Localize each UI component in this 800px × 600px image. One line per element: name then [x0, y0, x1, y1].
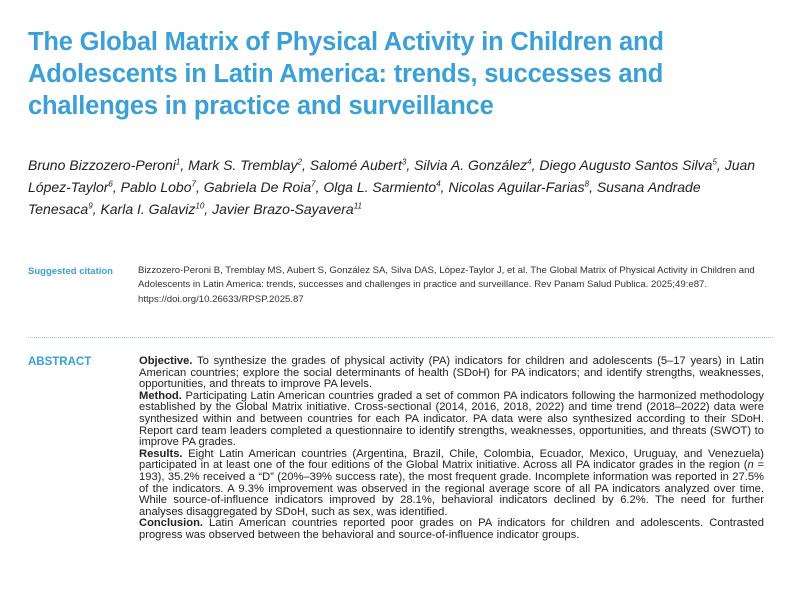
author-name: Javier Brazo-Sayavera [212, 201, 354, 217]
author-name: Susana Andrade Tenesaca [28, 179, 701, 217]
author-affiliation: 4 [436, 179, 441, 189]
author [212, 201, 362, 217]
author-name: Salomé Aubert [309, 157, 402, 173]
author-affiliation: 1 [175, 157, 181, 167]
author-name: Mark S. Tremblay [188, 157, 298, 173]
results-heading: Results. [139, 447, 183, 460]
results-sample-symbol: n [747, 459, 754, 472]
author-affiliation: 8 [584, 179, 590, 189]
author-affiliation: 5 [712, 157, 717, 167]
author-affiliation: 10 [195, 201, 205, 211]
conclusion-heading: Conclusion. [139, 517, 204, 530]
author-name: Olga L. Sarmiento [323, 179, 437, 195]
author-affiliation: 2 [297, 157, 302, 167]
author-affiliation: 7 [191, 179, 196, 189]
article-title: The Global Matrix of Physical Activity in Children and Adolescents in Latin America: trends, successes and challenges in practice and surveillance [28, 28, 664, 120]
author [539, 157, 716, 173]
results-text-after: = 193), 35.2% received a “D” (20%–39% success rate), the most frequent grade. Incomplete information was reported in 27.5% of the indicators. A 9.3% improvement was observed in the regional average score of all PA indicators analyzed over time. While source-of-influence indicators improved by 28.1%, behavioral indicators declined by 6.2%. The need for further analyses disaggregated by SDoH, such as sex, was identified. [139, 459, 764, 518]
author-name: Pablo Lobo [120, 179, 192, 195]
method-text: Participating Latin American countries graded a set of common PA indicators following the harmonized methodology established by the Global Matrix initiative. Cross-sectional (2014, 2016, 2018, 2022) and time trend (2018–2022) data were synthesized within and between countries for each PA indicator. PA data were also synthesized according to their SDoH. Report card team leaders completed a questionnaire to identify strengths, weaknesses, opportunities, and threats (SWOT) to improve PA grades. [139, 389, 764, 449]
citation-text: Bizzozero-Peroni B, Tremblay MS, Aubert S, González SA, Silva DAS, López-Taylor J, et al. The Global Matrix of Physical Activity in Children and Adolescents in Latin America: trends, successes and challenges in practice and surveillance. Rev Panam Salud Publica. 2025;49:e87. https://doi.org/10.26633/RPSP.2025.87 [138, 265, 755, 305]
author-name: Karla I. Galaviz [100, 201, 196, 217]
author-affiliation: 7 [311, 179, 316, 189]
author-name: Diego Augusto Santos Silva [539, 157, 713, 173]
author-affiliation: 11 [353, 201, 362, 211]
abstract-conclusion [139, 518, 764, 541]
author [414, 157, 532, 173]
method-heading: Method. [139, 389, 182, 402]
author-name: Juan López-Taylor [28, 157, 756, 195]
author [310, 157, 407, 173]
conclusion-text: Latin American countries reported poor grades on PA indicators for children and adolescents. Contrasted progress was observed between the behavioral and source-of-influence indicator groups. [139, 517, 765, 541]
author-name: Gabriela De Roia [203, 179, 312, 195]
author [100, 201, 204, 217]
author-affiliation: 4 [527, 157, 532, 167]
objective-text: To synthesize the grades of physical activity (PA) indicators for children and adolescents (5–17 years) in Latin American countries; explore the social determinants of health (SDoH) for PA indicators; and identify strengths, weaknesses, opportunities, and threats to improve PA levels. [139, 355, 765, 391]
author [204, 179, 316, 195]
author-name: Silvia A. González [414, 157, 528, 173]
author-name: Nicolas Aguilar-Farias [448, 179, 585, 195]
abstract-method [139, 391, 764, 449]
author-affiliation: 3 [401, 157, 407, 167]
author-affiliation: 6 [108, 179, 113, 189]
author-name: Bruno Bizzozero-Peroni [28, 157, 176, 173]
results-text-before: Eight Latin American countries (Argentina, Brazil, Chile, Colombia, Ecuador, Mexico, Uruguay, and Venezuela) participated in at least one of the four editions of the Global Matrix initiative. Across all PA indicator grades in the region ( [139, 447, 765, 472]
author [28, 157, 180, 173]
author-list: Bruno Bizzozero-Peroni$^1$, Mark S. Tremblay$^2$, Salomé Aubert$^3$, Silvia A. González$^4$, Diego Augusto Santos Silva$^5$, Juan López-Taylor$^6$, Pablo Lobo$^7$, Gabriela De Roia$^7$, Olga L. Sarmiento$^4$, Nicolas Aguilar-Farias$^8$, Susana Andrade Tenesaca$^9$, Karla I. Galaviz$^{10}$, Javier Brazo-Sayavera$^{11}$ [28, 157, 756, 217]
abstract-label: ABSTRACT [28, 356, 92, 368]
author [121, 179, 196, 195]
author [448, 179, 589, 195]
abstract-objective [139, 356, 764, 391]
abstract-results [139, 449, 764, 519]
citation-label: Suggested citation [28, 266, 113, 277]
abstract-body [139, 356, 764, 542]
objective-heading: Objective. [139, 355, 193, 367]
section-divider [28, 337, 773, 338]
author [188, 157, 302, 173]
author [323, 179, 440, 195]
author-affiliation: 9 [88, 201, 93, 211]
